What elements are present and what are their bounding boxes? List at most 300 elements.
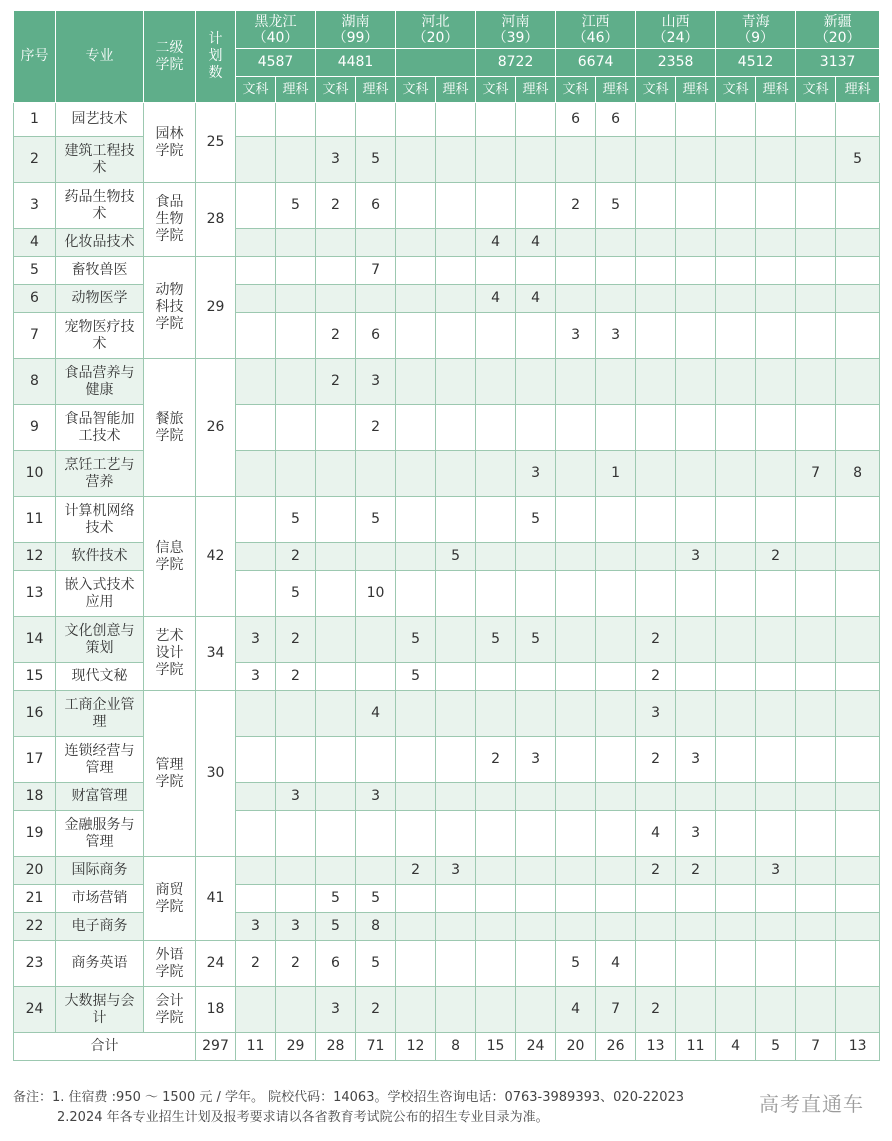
quota-cell — [796, 811, 836, 857]
quota-cell — [796, 359, 836, 405]
quota-cell — [676, 359, 716, 405]
quota-cell — [756, 103, 796, 137]
quota-cell: 2 — [276, 543, 316, 571]
college-plan: 29 — [196, 257, 236, 359]
quota-cell — [636, 497, 676, 543]
quota-cell — [636, 313, 676, 359]
row-number: 12 — [14, 543, 56, 571]
row-number: 9 — [14, 405, 56, 451]
college-plan: 41 — [196, 857, 236, 941]
quota-cell — [516, 783, 556, 811]
quota-cell: 2 — [556, 183, 596, 229]
quota-cell — [396, 691, 436, 737]
province-count: （20） — [412, 29, 459, 46]
quota-cell — [276, 885, 316, 913]
quota-cell — [836, 691, 880, 737]
quota-cell — [636, 183, 676, 229]
table-row — [14, 737, 880, 783]
quota-cell — [236, 783, 276, 811]
quota-cell — [236, 571, 276, 617]
quota-cell — [596, 783, 636, 811]
quota-cell — [636, 885, 676, 913]
quota-cell — [676, 617, 716, 663]
quota-cell — [516, 885, 556, 913]
major-name: 食品营养与健康 — [56, 359, 144, 405]
quota-cell — [556, 663, 596, 691]
quota-cell — [276, 285, 316, 313]
header-like: 理科 — [676, 77, 716, 103]
quota-cell — [716, 987, 756, 1033]
total-cell: 24 — [516, 1033, 556, 1061]
province-count: （40） — [252, 29, 299, 46]
quota-cell — [236, 543, 276, 571]
header-like: 理科 — [516, 77, 556, 103]
quota-cell: 5 — [556, 941, 596, 987]
quota-cell — [716, 451, 756, 497]
college-name: 商贸学院 — [144, 857, 196, 941]
province-score — [396, 49, 476, 77]
quota-cell — [556, 617, 596, 663]
header-wenke: 文科 — [476, 77, 516, 103]
quota-cell: 2 — [276, 617, 316, 663]
quota-cell — [796, 103, 836, 137]
quota-cell: 7 — [596, 987, 636, 1033]
province-name: 河北 — [421, 13, 450, 30]
quota-cell: 3 — [316, 987, 356, 1033]
quota-cell — [596, 405, 636, 451]
quota-cell — [676, 783, 716, 811]
header-province — [476, 11, 556, 49]
quota-cell — [396, 103, 436, 137]
quota-cell — [796, 617, 836, 663]
quota-cell — [476, 941, 516, 987]
province-count: （24） — [652, 29, 699, 46]
quota-cell — [716, 617, 756, 663]
total-cell: 7 — [796, 1033, 836, 1061]
quota-cell: 5 — [836, 137, 880, 183]
table-row — [14, 405, 880, 451]
quota-cell — [476, 183, 516, 229]
header-like: 理科 — [596, 77, 636, 103]
quota-cell — [476, 103, 516, 137]
quota-cell: 2 — [396, 857, 436, 885]
quota-cell — [676, 103, 716, 137]
quota-cell — [596, 543, 636, 571]
quota-cell: 5 — [276, 571, 316, 617]
major-name: 文化创意与策划 — [56, 617, 144, 663]
quota-cell — [676, 257, 716, 285]
college-plan: 34 — [196, 617, 236, 691]
quota-cell — [476, 691, 516, 737]
quota-cell — [516, 543, 556, 571]
quota-cell — [236, 313, 276, 359]
quota-cell: 4 — [516, 229, 556, 257]
major-name: 电子商务 — [56, 913, 144, 941]
quota-cell — [676, 691, 716, 737]
quota-cell — [716, 571, 756, 617]
total-cell: 11 — [676, 1033, 716, 1061]
quota-cell — [836, 183, 880, 229]
quota-cell — [436, 285, 476, 313]
header-wenke: 文科 — [636, 77, 676, 103]
row-number: 7 — [14, 313, 56, 359]
row-number: 15 — [14, 663, 56, 691]
quota-cell — [556, 783, 596, 811]
quota-cell: 2 — [636, 857, 676, 885]
quota-cell — [236, 737, 276, 783]
total-cell: 5 — [756, 1033, 796, 1061]
quota-cell — [636, 571, 676, 617]
quota-cell — [356, 543, 396, 571]
quota-cell — [596, 691, 636, 737]
quota-cell — [796, 737, 836, 783]
quota-cell — [236, 857, 276, 885]
total-plan: 297 — [196, 1033, 236, 1061]
quota-cell — [516, 941, 556, 987]
quota-cell — [836, 229, 880, 257]
quota-cell — [396, 737, 436, 783]
quota-cell — [476, 257, 516, 285]
quota-cell — [516, 571, 556, 617]
quota-cell — [756, 451, 796, 497]
total-cell: 28 — [316, 1033, 356, 1061]
table-row — [14, 571, 880, 617]
quota-cell — [436, 359, 476, 405]
quota-cell — [716, 405, 756, 451]
quota-cell — [716, 737, 756, 783]
quota-cell: 3 — [316, 137, 356, 183]
quota-cell — [356, 617, 396, 663]
quota-cell — [796, 941, 836, 987]
quota-cell — [356, 229, 396, 257]
quota-cell — [596, 811, 636, 857]
quota-cell: 2 — [756, 543, 796, 571]
quota-cell — [596, 913, 636, 941]
quota-cell — [796, 497, 836, 543]
table-row — [14, 313, 880, 359]
quota-cell — [476, 543, 516, 571]
quota-cell — [356, 663, 396, 691]
quota-cell: 10 — [356, 571, 396, 617]
quota-cell — [556, 691, 596, 737]
quota-cell: 4 — [516, 285, 556, 313]
quota-cell — [556, 811, 596, 857]
quota-cell — [796, 313, 836, 359]
quota-cell: 4 — [636, 811, 676, 857]
province-name: 湖南 — [341, 13, 370, 30]
quota-cell — [556, 229, 596, 257]
quota-cell: 3 — [596, 313, 636, 359]
major-name: 计算机网络技术 — [56, 497, 144, 543]
quota-cell — [236, 451, 276, 497]
total-cell: 13 — [636, 1033, 676, 1061]
quota-cell — [596, 663, 636, 691]
quota-cell — [556, 497, 596, 543]
quota-cell — [396, 811, 436, 857]
row-number: 8 — [14, 359, 56, 405]
quota-cell — [236, 103, 276, 137]
college-name: 外语学院 — [144, 941, 196, 987]
quota-cell — [596, 737, 636, 783]
quota-cell — [396, 783, 436, 811]
quota-cell — [756, 811, 796, 857]
quota-cell — [596, 571, 636, 617]
table-row — [14, 987, 880, 1033]
quota-cell — [716, 543, 756, 571]
quota-cell — [276, 987, 316, 1033]
quota-cell — [756, 691, 796, 737]
quota-cell — [636, 913, 676, 941]
major-name: 动物医学 — [56, 285, 144, 313]
quota-cell — [716, 811, 756, 857]
row-number: 21 — [14, 885, 56, 913]
quota-cell: 8 — [356, 913, 396, 941]
quota-cell — [796, 663, 836, 691]
quota-cell — [636, 543, 676, 571]
quota-cell — [436, 183, 476, 229]
quota-cell — [756, 663, 796, 691]
quota-cell — [396, 571, 436, 617]
quota-cell — [596, 285, 636, 313]
total-label: 合计 — [14, 1033, 196, 1061]
quota-cell — [516, 183, 556, 229]
table-row — [14, 543, 880, 571]
quota-cell: 2 — [276, 941, 316, 987]
quota-cell — [756, 941, 796, 987]
header-like: 理科 — [356, 77, 396, 103]
quota-cell — [836, 617, 880, 663]
quota-cell — [476, 783, 516, 811]
total-cell: 11 — [236, 1033, 276, 1061]
quota-cell — [636, 257, 676, 285]
table-row — [14, 691, 880, 737]
row-number: 11 — [14, 497, 56, 543]
row-number: 23 — [14, 941, 56, 987]
quota-cell — [436, 451, 476, 497]
quota-cell — [396, 885, 436, 913]
quota-cell — [636, 285, 676, 313]
major-name: 财富管理 — [56, 783, 144, 811]
quota-cell — [716, 941, 756, 987]
quota-cell — [316, 571, 356, 617]
quota-cell — [676, 571, 716, 617]
row-number: 4 — [14, 229, 56, 257]
quota-cell — [236, 137, 276, 183]
quota-cell: 2 — [636, 663, 676, 691]
quota-cell — [796, 543, 836, 571]
header-province — [556, 11, 636, 49]
quota-cell: 5 — [436, 543, 476, 571]
quota-cell: 2 — [236, 941, 276, 987]
province-score: 6674 — [556, 49, 636, 77]
quota-cell — [276, 811, 316, 857]
header-wenke: 文科 — [396, 77, 436, 103]
total-cell: 8 — [436, 1033, 476, 1061]
college-name: 信息学院 — [144, 497, 196, 617]
table-row — [14, 285, 880, 313]
header-plan: 计划数 — [196, 11, 236, 103]
quota-cell: 3 — [356, 783, 396, 811]
quota-cell: 6 — [316, 941, 356, 987]
quota-cell — [676, 885, 716, 913]
college-plan: 42 — [196, 497, 236, 617]
table-row — [14, 783, 880, 811]
quota-cell — [516, 691, 556, 737]
enrollment-plan-table — [13, 10, 880, 1061]
quota-cell: 4 — [596, 941, 636, 987]
quota-cell — [316, 543, 356, 571]
quota-cell — [516, 313, 556, 359]
major-name: 宠物医疗技术 — [56, 313, 144, 359]
row-number: 20 — [14, 857, 56, 885]
quota-cell — [756, 885, 796, 913]
quota-cell — [516, 663, 556, 691]
quota-cell — [756, 571, 796, 617]
footnotes — [13, 1088, 879, 1128]
header-wenke: 文科 — [556, 77, 596, 103]
quota-cell — [596, 359, 636, 405]
quota-cell — [836, 103, 880, 137]
major-name: 烹饪工艺与营养 — [56, 451, 144, 497]
quota-cell: 3 — [516, 451, 556, 497]
quota-cell — [436, 885, 476, 913]
quota-cell: 6 — [356, 313, 396, 359]
college-name: 食品生物学院 — [144, 183, 196, 257]
province-score: 4481 — [316, 49, 396, 77]
province-score: 3137 — [796, 49, 880, 77]
table-row — [14, 137, 880, 183]
quota-cell — [836, 811, 880, 857]
quota-cell — [636, 137, 676, 183]
quota-cell — [636, 359, 676, 405]
province-name: 山西 — [661, 13, 690, 30]
quota-cell — [836, 663, 880, 691]
quota-cell — [276, 737, 316, 783]
quota-cell — [356, 451, 396, 497]
quota-cell — [716, 183, 756, 229]
quota-cell: 5 — [516, 617, 556, 663]
quota-cell — [476, 137, 516, 183]
quota-cell: 4 — [356, 691, 396, 737]
quota-cell: 5 — [596, 183, 636, 229]
header-province — [316, 11, 396, 49]
quota-cell — [836, 941, 880, 987]
quota-cell — [836, 257, 880, 285]
quota-cell: 3 — [276, 913, 316, 941]
quota-cell — [316, 451, 356, 497]
quota-cell — [276, 359, 316, 405]
quota-cell: 3 — [636, 691, 676, 737]
quota-cell — [476, 405, 516, 451]
quota-cell — [756, 257, 796, 285]
quota-cell — [476, 857, 516, 885]
quota-cell — [836, 885, 880, 913]
province-score: 4512 — [716, 49, 796, 77]
province-score: 4587 — [236, 49, 316, 77]
quota-cell — [796, 913, 836, 941]
row-number: 5 — [14, 257, 56, 285]
quota-cell — [716, 691, 756, 737]
quota-cell — [436, 617, 476, 663]
province-count: （99） — [332, 29, 379, 46]
major-name: 商务英语 — [56, 941, 144, 987]
quota-cell — [396, 987, 436, 1033]
quota-cell: 7 — [356, 257, 396, 285]
major-name: 工商企业管理 — [56, 691, 144, 737]
college-plan: 30 — [196, 691, 236, 857]
quota-cell — [316, 229, 356, 257]
quota-cell — [236, 257, 276, 285]
quota-cell — [516, 857, 556, 885]
college-plan: 24 — [196, 941, 236, 987]
quota-cell: 5 — [396, 617, 436, 663]
quota-cell: 5 — [516, 497, 556, 543]
quota-cell: 3 — [676, 811, 716, 857]
quota-cell — [756, 987, 796, 1033]
major-name: 园艺技术 — [56, 103, 144, 137]
row-number: 13 — [14, 571, 56, 617]
quota-cell — [476, 359, 516, 405]
province-score: 2358 — [636, 49, 716, 77]
total-cell: 26 — [596, 1033, 636, 1061]
quota-cell — [316, 811, 356, 857]
quota-cell — [676, 987, 716, 1033]
header-like: 理科 — [436, 77, 476, 103]
quota-cell — [596, 229, 636, 257]
quota-cell: 3 — [276, 783, 316, 811]
quota-cell — [436, 941, 476, 987]
quota-cell: 8 — [836, 451, 880, 497]
quota-cell — [596, 137, 636, 183]
quota-cell: 2 — [636, 617, 676, 663]
quota-cell — [556, 451, 596, 497]
row-number: 10 — [14, 451, 56, 497]
quota-cell: 1 — [596, 451, 636, 497]
quota-cell — [836, 857, 880, 885]
quota-cell — [316, 857, 356, 885]
quota-cell — [756, 913, 796, 941]
quota-cell — [676, 451, 716, 497]
quota-cell: 5 — [356, 137, 396, 183]
table-row — [14, 451, 880, 497]
quota-cell — [356, 811, 396, 857]
college-plan: 26 — [196, 359, 236, 497]
quota-cell — [476, 885, 516, 913]
header-major: 专业 — [56, 11, 144, 103]
quota-cell: 2 — [316, 313, 356, 359]
total-cell: 71 — [356, 1033, 396, 1061]
header-province — [636, 11, 716, 49]
quota-cell — [716, 313, 756, 359]
table-row — [14, 941, 880, 987]
quota-cell — [476, 571, 516, 617]
quota-cell — [356, 857, 396, 885]
quota-cell — [436, 229, 476, 257]
quota-cell — [636, 451, 676, 497]
quota-cell — [596, 257, 636, 285]
college-name: 会计学院 — [144, 987, 196, 1033]
quota-cell — [436, 811, 476, 857]
quota-cell — [436, 913, 476, 941]
table-row — [14, 497, 880, 543]
quota-cell — [716, 857, 756, 885]
quota-cell — [516, 811, 556, 857]
quota-cell — [396, 405, 436, 451]
quota-cell — [516, 913, 556, 941]
table-body — [14, 103, 880, 1061]
quota-cell — [276, 137, 316, 183]
quota-cell — [756, 229, 796, 257]
